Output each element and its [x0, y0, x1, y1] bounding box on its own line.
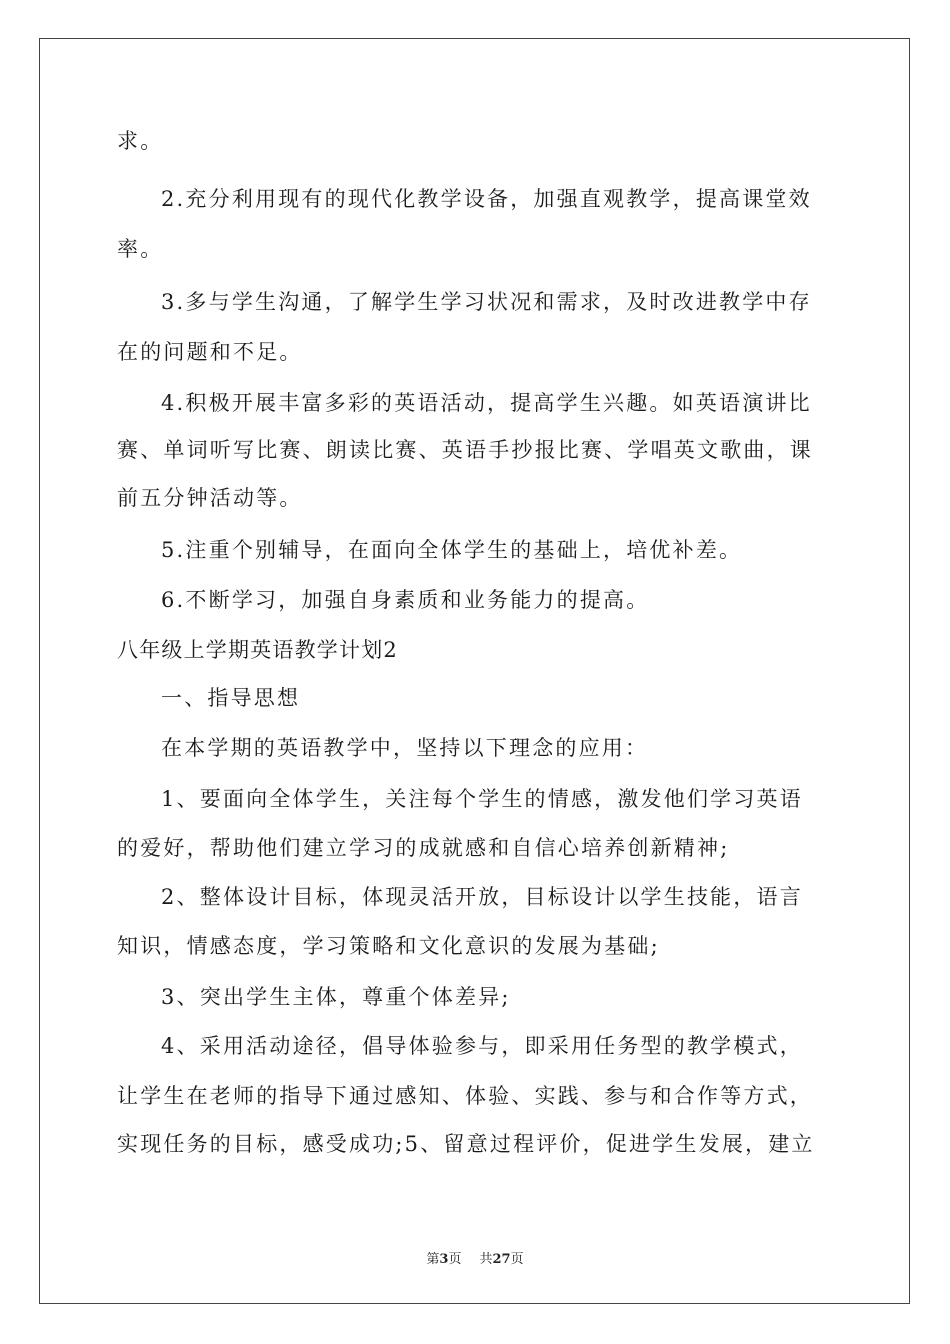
text-line: 前五分钟活动等。 — [117, 486, 303, 510]
text-line: 4、采用活动途径，倡导体验参与，即采用任务型的教学模式， — [161, 1034, 803, 1058]
text-line: 在本学期的英语教学中，坚持以下理念的应用： — [161, 736, 649, 760]
text-line: 求。 — [117, 129, 164, 153]
page-border — [39, 38, 910, 1304]
section-heading: 一、指导思想 — [161, 686, 301, 710]
text-line: 率。 — [117, 237, 164, 261]
section-title: 八年级上学期英语教学计划2 — [117, 638, 398, 662]
text-line: 1、要面向全体学生，关注每个学生的情感，激发他们学习英语 — [161, 787, 803, 811]
text-line: 2、整体设计目标，体现灵活开放，目标设计以学生技能，语言 — [161, 885, 803, 909]
text-line: 让学生在老师的指导下通过感知、体验、实践、参与和合作等方式， — [117, 1084, 813, 1108]
text-line: 5.注重个别辅导，在面向全体学生的基础上，培优补差。 — [161, 538, 743, 562]
text-line: 实现任务的目标，感受成功;5、留意过程评价，促进学生发展，建立 — [117, 1132, 815, 1156]
current-page-number: 3 — [439, 1252, 449, 1267]
page-suffix: 页 — [448, 1252, 462, 1267]
text-line: 赛、单词听写比赛、朗读比赛、英语手抄报比赛、学唱英文歌曲，课 — [117, 438, 813, 462]
total-prefix: 共 — [479, 1252, 493, 1267]
text-line: 3、突出学生主体，尊重个体差异; — [161, 985, 511, 1009]
page-prefix: 第 — [426, 1252, 440, 1267]
text-line: 的爱好，帮助他们建立学习的成就感和自信心培养创新精神; — [117, 836, 730, 860]
text-line: 6.不断学习，加强自身素质和业务能力的提高。 — [161, 588, 650, 612]
text-line: 4.积极开展丰富多彩的英语活动，提高学生兴趣。如英语演讲比 — [161, 391, 812, 415]
text-line: 3.多与学生沟通，了解学生学习状况和需求，及时改进教学中存 — [161, 290, 812, 314]
total-suffix: 页 — [510, 1252, 524, 1267]
page-footer — [0, 1248, 950, 1267]
text-line: 2.充分利用现有的现代化教学设备，加强直观教学，提高课堂效 — [161, 187, 812, 211]
text-line: 知识，情感态度，学习策略和文化意识的发展为基础; — [117, 934, 660, 958]
text-line: 在的问题和不足。 — [117, 340, 303, 364]
total-page-count: 27 — [492, 1252, 511, 1267]
